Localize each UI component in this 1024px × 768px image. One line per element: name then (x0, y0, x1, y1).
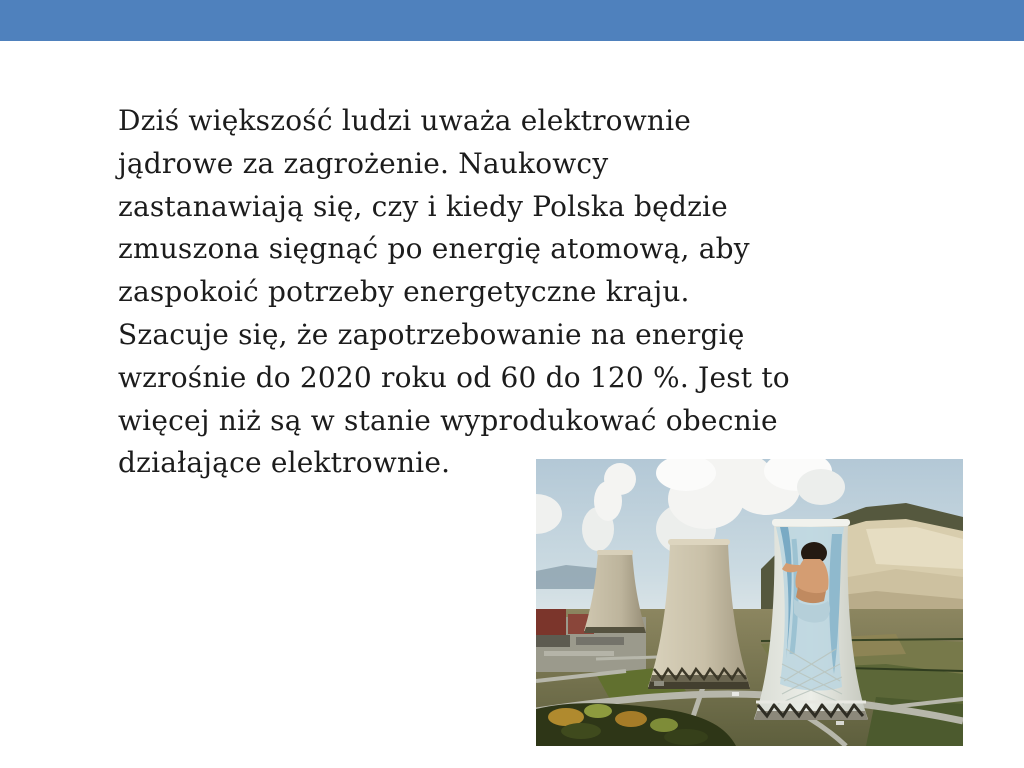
slide-top-bar (0, 0, 1024, 41)
power-plant-photo (536, 459, 963, 746)
body-text-line: działające elektrownie. (118, 446, 451, 480)
body-text-line: jądrowe za zagrożenie. Naukowcy (118, 146, 609, 180)
body-text-line: zmuszona sięgnąć po energię atomową, aby (118, 232, 750, 266)
body-text (118, 100, 818, 485)
body-text-line: zaspokoić potrzeby energetyczne kraju. (118, 275, 690, 309)
body-text-line: więcej niż są w stanie wyprodukować obecnie (118, 403, 778, 437)
body-text-line: Dziś większość ludzi uważa elektrownie (118, 104, 692, 137)
body-text-line: zastanawiają się, czy i kiedy Polska będzie (118, 189, 728, 223)
body-text-line: wzrośnie do 2020 roku od 60 do 120 %. Jest to (118, 360, 790, 394)
body-text-line: Szacuje się, że zapotrzebowanie na energię (118, 317, 745, 351)
